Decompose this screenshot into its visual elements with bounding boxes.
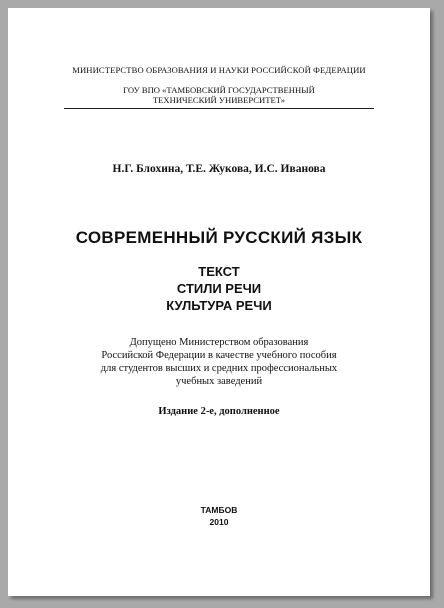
approval-line-1: Допущено Министерством образования xyxy=(129,337,309,348)
book-title: СОВРЕМЕННЫЙ РУССКИЙ ЯЗЫК xyxy=(75,228,363,247)
publication-year: 2010 xyxy=(209,517,229,527)
university-name-line2: ТЕХНИЧЕСКИЙ УНИВЕРСИТЕТ» xyxy=(152,95,286,105)
ministry-heading: МИНИСТЕРСТВО ОБРАЗОВАНИЯ И НАУКИ РОССИЙСКОЙ ФЕДЕРАЦИИ xyxy=(72,65,366,75)
approval-line-4: учебных заведений xyxy=(175,376,263,387)
subtitle-1: ТЕКСТ xyxy=(198,264,240,279)
header-divider xyxy=(64,108,374,109)
publication-city: ТАМБОВ xyxy=(200,505,238,515)
university-name-line1: ГОУ ВПО «ТАМБОВСКИЙ ГОСУДАРСТВЕННЫЙ xyxy=(123,85,315,95)
document-page xyxy=(8,8,430,596)
edition-note: Издание 2-е, дополненное xyxy=(158,406,280,417)
subtitle-2: СТИЛИ РЕЧИ xyxy=(176,281,262,296)
authors: Н.Г. Блохина, Т.Е. Жукова, И.С. Иванова xyxy=(112,163,326,175)
approval-line-2: Российской Федерации в качестве учебного пособия xyxy=(101,350,337,361)
subtitle-3: КУЛЬТУРА РЕЧИ xyxy=(166,298,272,313)
approval-line-3: для студентов высших и средних профессиональных xyxy=(100,363,338,374)
